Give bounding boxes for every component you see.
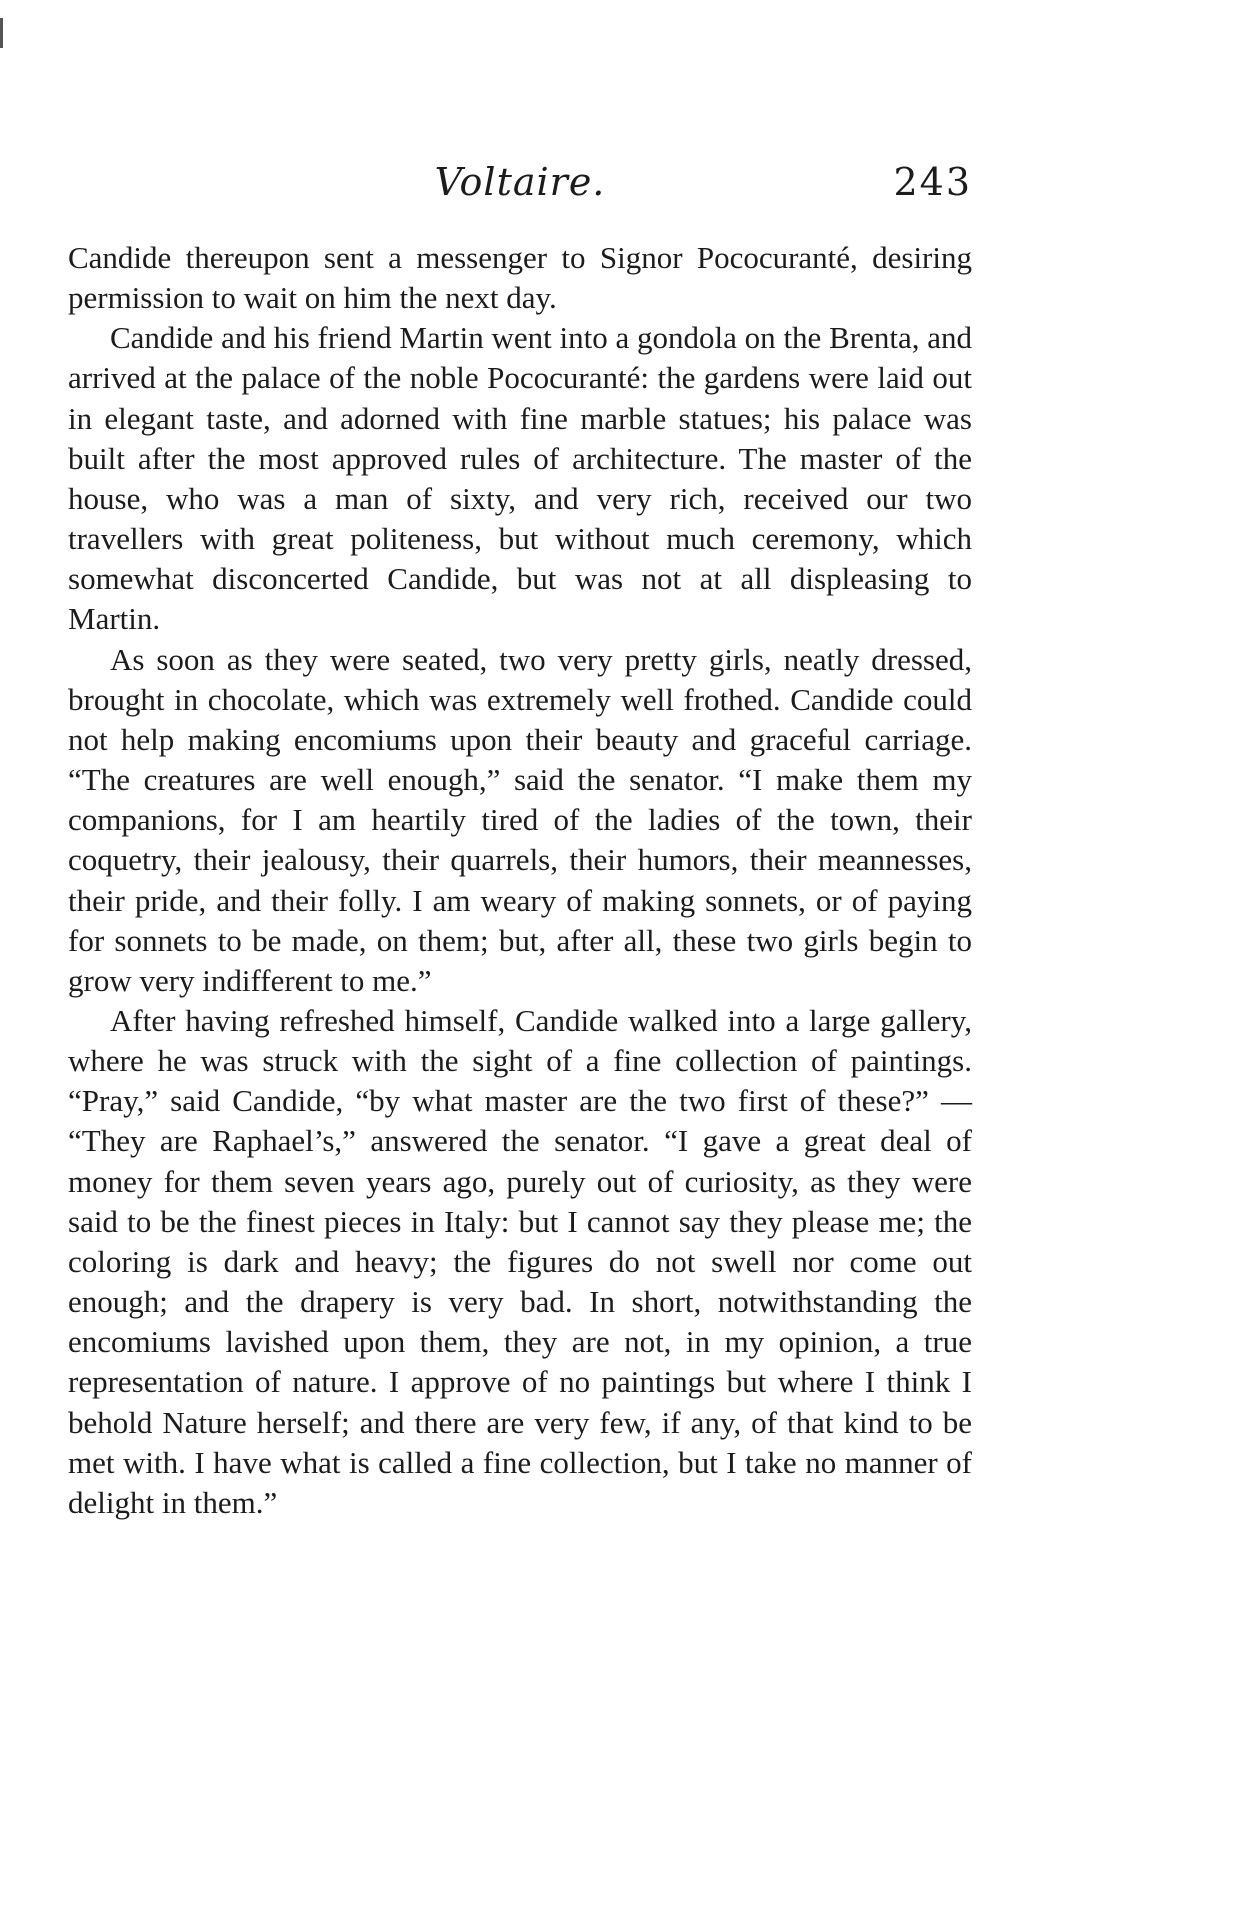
body-text bbox=[68, 238, 972, 1523]
left-edge-mark bbox=[0, 18, 3, 48]
paragraph-2: Candide and his friend Martin went into a gondola on the Brenta, and arrived at the palace of the noble Pococuranté: the gardens were laid out in elegant taste, and adorned with fine marble statues; his palace was built after the most approved rules of architecture. The master of the house, who was a man of sixty, and very rich, received our two travellers with great politeness, but without much ceremony, which somewhat disconcerted Candide, but was not at all displeasing to Martin. bbox=[68, 320, 972, 637]
paragraph-1: Candide thereupon sent a messenger to Signor Pococuranté, desiring permission to wait on him the next day. bbox=[68, 240, 972, 316]
running-title: Voltaire. bbox=[434, 160, 606, 204]
page-number: 243 bbox=[893, 160, 972, 204]
running-head bbox=[68, 160, 972, 220]
paragraph-3: As soon as they were seated, two very pretty girls, neatly dressed, brought in chocolate, which was extremely well frothed. Candide could not help making encomiums upon their beauty and graceful carriage. “The creatures are well enough,” said the senator. “I make them my companions, for I am heartily tired of the ladies of the town, their coquetry, their jealousy, their quarrels, their humors, their meannesses, their pride, and their folly. I am weary of making sonnets, or of paying for sonnets to be made, on them; but, after all, these two girls begin to grow very indifferent to me.” bbox=[68, 641, 972, 998]
paragraph-4: After having refreshed himself, Candide walked into a large gallery, where he was struck with the sight of a fine collection of paintings. “Pray,” said Candide, “by what master are the two first of these?” — “They are Raphael’s,” answered the senator. “I gave a great deal of money for them seven years ago, purely out of curiosity, as they were said to be the finest pieces in Italy: but I cannot say they please me; the coloring is dark and heavy; the figures do not swell nor come out enough; and the drapery is very bad. In short, notwithstanding the encomiums lavished upon them, they are not, in my opinion, a true representation of nature. I approve of no paintings but where I think I behold Nature herself; and there are very few, if any, of that kind to be met with. I have what is called a fine collection, but I take no manner of delight in them.” bbox=[68, 1002, 972, 1520]
